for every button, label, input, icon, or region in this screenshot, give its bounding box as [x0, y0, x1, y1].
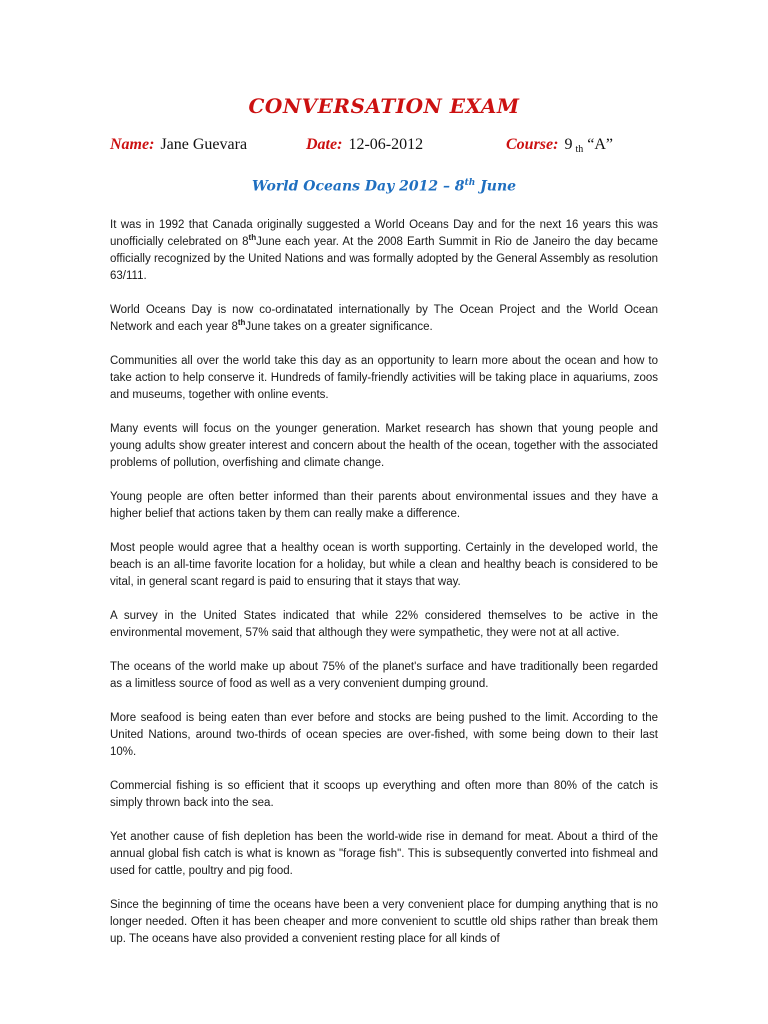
course-value-section: “A” — [587, 136, 613, 153]
name-label: Name: — [110, 136, 155, 153]
paragraph-1 — [110, 217, 658, 285]
paragraph-12: Since the beginning of time the oceans have been a very convenient place for dumping anything that is no longer needed. Often it has been cheaper and more convenient to scuttle old ships rather than break them up. The oceans have also provided a convenient resting place for all kinds of — [110, 899, 658, 945]
document-subtitle — [0, 178, 768, 195]
paragraph-7: A survey in the United States indicated that while 22% considered themselves to be active in the environmental movement, 57% said that although they were sympathetic, they were not at all active. — [110, 610, 658, 639]
course-field — [506, 136, 613, 155]
subtitle-tail: June — [475, 178, 517, 195]
paragraph-5: Young people are often better informed than their parents about environmental issues and they have a higher belief that actions taken by them can really make a difference. — [110, 491, 658, 520]
date-label: Date: — [306, 136, 343, 153]
paragraph-10: Commercial fishing is so efficient that it scoops up everything and often more than 80% of the catch is simply thrown back into the sea. — [110, 780, 658, 809]
name-value: Jane Guevara — [160, 136, 248, 153]
paragraph-8: The oceans of the world make up about 75% of the planet's surface and have traditionally been regarded as a limitless source of food as well as a very convenient dumping ground. — [110, 661, 658, 690]
paragraph-3: Communities all over the world take this day as an opportunity to learn more about the ocean and how to take action to help conserve it. Hundreds of family-friendly activities will be taking place in aquariums, zoos and museums, together with online events. — [110, 355, 658, 401]
exam-title: CONVERSATION EXAM — [248, 94, 520, 118]
paragraph-2-text-a: World Oceans Day is now co-ordinatated internationally by The Ocean Project and the World Ocean Network and each year 8 — [110, 304, 658, 333]
course-label: Course: — [506, 136, 559, 153]
paragraph-1-text-a: It was in 1992 that Canada originally suggested a World Oceans Day and for the next 16 years this was unofficially celebrated on 8 — [110, 219, 658, 248]
date-field — [306, 136, 423, 154]
course-value-number: 9 — [564, 136, 573, 153]
date-value: 12-06-2012 — [348, 136, 424, 153]
paragraph-2-sup: th — [237, 318, 246, 328]
paragraph-1-text-b: June each year. At the 2008 Earth Summit in Rio de Janeiro the day became officially recognized by the United Nations and was formally adopted by the General Assembly as resolution 63/111. — [110, 236, 658, 282]
subtitle-main: World Oceans Day 2012 – 8 — [251, 178, 465, 195]
paragraph-2 — [110, 302, 658, 336]
student-info-row — [0, 136, 768, 158]
paragraph-1-sup: th — [248, 233, 257, 243]
paragraph-11: Yet another cause of fish depletion has been the world-wide rise in demand for meat. About a third of the annual global fish catch is what is known as "forage fish". This is subsequently converted into fishmeal and used for cattle, poultry and pig food. — [110, 831, 658, 877]
paragraph-4: Many events will focus on the younger generation. Market research has shown that young people and young adults show greater interest and concern about the health of the ocean, together with the associated problems of pollution, overfishing and climate change. — [110, 423, 658, 469]
name-field — [110, 136, 247, 154]
paragraph-6: Most people would agree that a healthy ocean is worth supporting. Certainly in the developed world, the beach is an all-time favorite location for a holiday, but while a clean and healthy beach is considered to be vital, in general scant regard is paid to ensuring that it stays that way. — [110, 542, 658, 588]
paragraph-2-text-b: June takes on a greater significance. — [245, 321, 433, 333]
subtitle-sup: th — [464, 178, 476, 188]
article-body — [110, 217, 658, 965]
paragraph-9: More seafood is being eaten than ever before and stocks are being pushed to the limit. According to the United Nations, around two-thirds of ocean species are over-fished, with some being down to their last 10%. — [110, 712, 658, 758]
course-value-suffix: th — [575, 144, 584, 155]
